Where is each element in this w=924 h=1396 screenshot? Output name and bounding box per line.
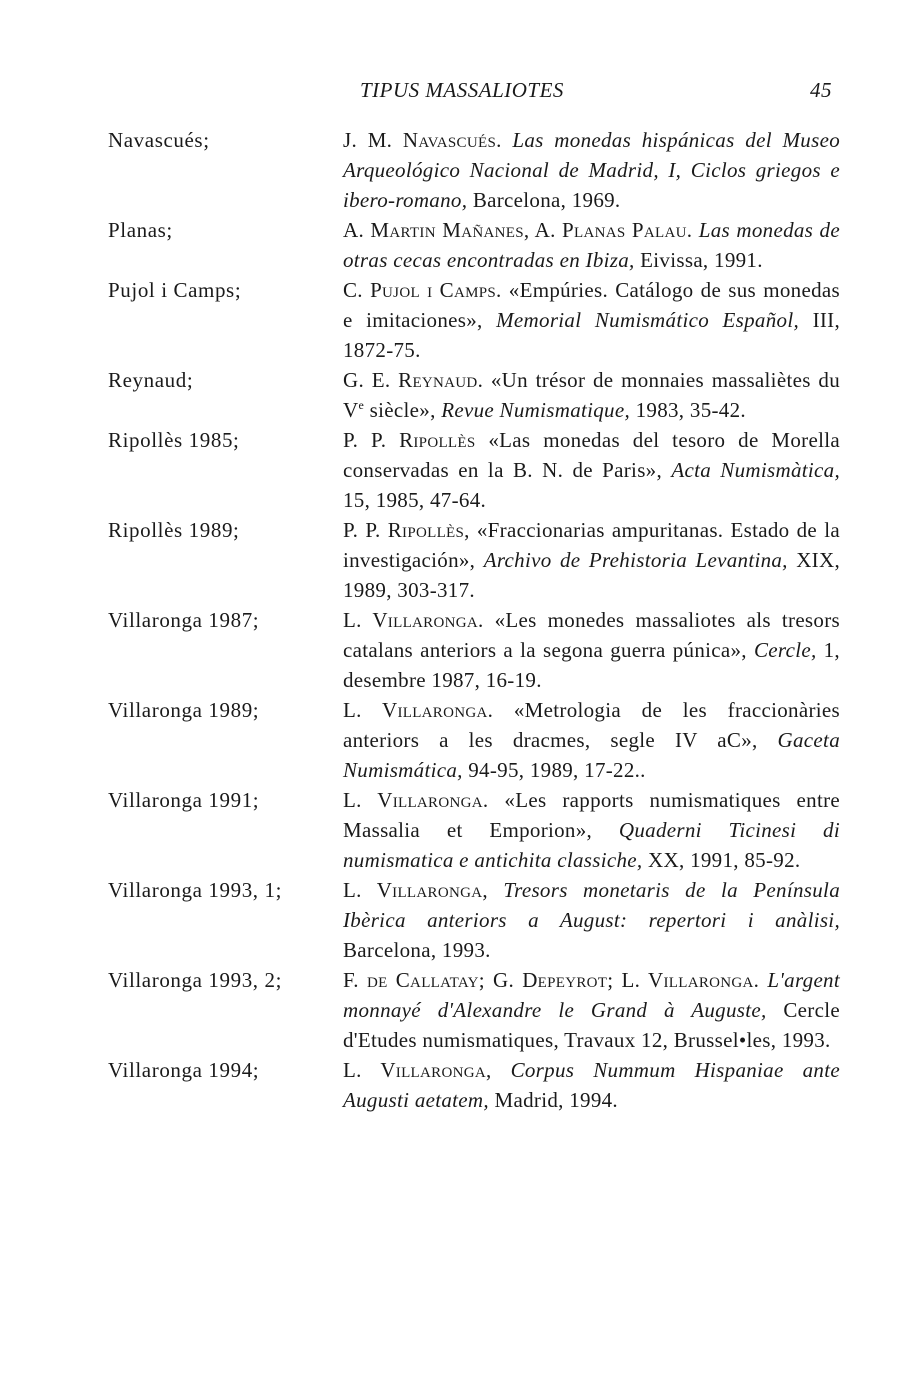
page-number: 45 [810, 78, 832, 102]
reference-title: Cercle, [753, 638, 817, 662]
reference-details: 94-95, 1989, 17-22.. [468, 758, 646, 782]
bibliography-entry [0, 875, 924, 965]
reference-author: C. Pujol i Camps. [343, 278, 502, 302]
bibliography-entry [0, 275, 924, 365]
bibliography-entry [0, 965, 924, 1055]
bibliography-entry [0, 695, 924, 785]
reference-author: L. Villaronga. [343, 608, 484, 632]
reference-text [343, 515, 840, 605]
reference-article: «Un trésor de monnaies massaliètes du V [343, 368, 840, 422]
superscript: e [358, 398, 365, 412]
reference-article: «Las monedas del tesoro de Morella conservadas en la B. N. de Paris», [343, 428, 840, 482]
reference-details: XX, 1991, 85-92. [648, 848, 801, 872]
citation-key: Reynaud; [108, 368, 194, 392]
citation-key: Villaronga 1987; [108, 608, 260, 632]
reference-title: L'argent monnayé d'Alexandre le Grand à Auguste, [343, 968, 840, 1022]
reference-details: 1983, 35-42. [635, 398, 746, 422]
reference-details: XIX, 1989, 303-317. [343, 548, 840, 602]
reference-author: L. Villaronga, [343, 878, 488, 902]
reference-text [343, 125, 840, 215]
reference-title: Memorial Numismático Español, [496, 308, 800, 332]
reference-author: P. P. Ripollès [343, 428, 476, 452]
reference-article: «Les monedes massaliotes als tresors catalans anteriors a la segona guerra púnica», [343, 608, 840, 662]
bibliography-entry [0, 365, 924, 425]
reference-text [343, 605, 840, 695]
reference-details: III, 1872-75. [343, 308, 840, 362]
bibliography-entry [0, 1055, 924, 1115]
bibliography-entry [0, 215, 924, 275]
citation-key: Navascués; [108, 128, 210, 152]
citation-key: Pujol i Camps; [108, 278, 242, 302]
reference-title: Acta Numismàtica, [671, 458, 840, 482]
reference-text [343, 425, 840, 515]
reference-author: L. Villaronga. [343, 698, 494, 722]
reference-author: L. Villaronga. [343, 788, 489, 812]
reference-article-end: siècle», [369, 398, 436, 422]
citation-key: Villaronga 1993, 1; [108, 878, 283, 902]
bibliography-entry [0, 605, 924, 695]
reference-text [343, 695, 840, 785]
running-title: TIPUS MASSALIOTES [360, 78, 564, 102]
reference-article: «Les rapports numismatiques entre Massalia et Emporion», [343, 788, 840, 842]
reference-title: Las monedas de otras cecas encontradas en Ibiza, [343, 218, 840, 272]
reference-text [343, 785, 840, 875]
reference-text [343, 215, 840, 275]
reference-text [343, 1055, 840, 1115]
bibliography-entry [0, 515, 924, 605]
reference-details: 15, 1985, 47-64. [343, 488, 487, 512]
reference-article: «Empúries. Catálogo de sus monedas e imitaciones», [343, 278, 840, 332]
reference-title: Quaderni Ticinesi di numismatica e antichita classiche, [343, 818, 840, 872]
reference-author: P. P. Ripollès, [343, 518, 470, 542]
bibliography-entry [0, 785, 924, 875]
reference-title: Tresors monetaris de la Península Ibèrica anteriors a August: repertori i anàlisi, [343, 878, 840, 932]
reference-details: Eivissa, 1991. [640, 248, 763, 272]
reference-article: «Fraccionarias ampuritanas. Estado de la investigación», [343, 518, 840, 572]
reference-title: Gaceta Numismática, [343, 728, 840, 782]
bibliography-entry [0, 425, 924, 515]
citation-key: Villaronga 1991; [108, 788, 260, 812]
citation-key: Ripollès 1989; [108, 518, 240, 542]
reference-article: «Metrologia de les fraccionàries anteriors a les dracmes, segle IV aC», [343, 698, 840, 752]
reference-text [343, 275, 840, 365]
bibliography-list [0, 125, 924, 1115]
reference-details: Barcelona, 1969. [472, 188, 621, 212]
reference-details: Cercle d'Etudes numismatiques, Travaux 12, Brussel•les, 1993. [343, 998, 840, 1052]
citation-key: Planas; [108, 218, 173, 242]
reference-title: Archivo de Prehistoria Levantina, [483, 548, 788, 572]
bibliography-entry [0, 125, 924, 215]
page-header [340, 78, 840, 110]
reference-title: Revue Numismatique, [441, 398, 631, 422]
reference-title: Las monedas hispánicas del Museo Arqueológico Nacional de Madrid, I, Ciclos griegos e ibero-romano, [343, 128, 840, 212]
reference-author: F. de Callatay; G. Depeyrot; L. Villaronga. [343, 968, 760, 992]
reference-author: J. M. Navascués. [343, 128, 502, 152]
citation-key: Villaronga 1994; [108, 1058, 260, 1082]
citation-key: Villaronga 1993, 2; [108, 968, 283, 992]
reference-details: Barcelona, 1993. [343, 938, 491, 962]
reference-author: L. Villaronga, [343, 1058, 492, 1082]
reference-text [343, 365, 840, 425]
reference-details: Madrid, 1994. [494, 1088, 618, 1112]
citation-key: Ripollès 1985; [108, 428, 240, 452]
reference-author: G. E. Reynaud. [343, 368, 484, 392]
reference-author: A. Martin Mañanes, A. Planas Palau. [343, 218, 693, 242]
citation-key: Villaronga 1989; [108, 698, 260, 722]
reference-details: 1, desembre 1987, 16-19. [343, 638, 840, 692]
reference-text [343, 875, 840, 965]
reference-text [343, 965, 840, 1055]
reference-title: Corpus Nummum Hispaniae ante Augusti aetatem, [343, 1058, 840, 1112]
